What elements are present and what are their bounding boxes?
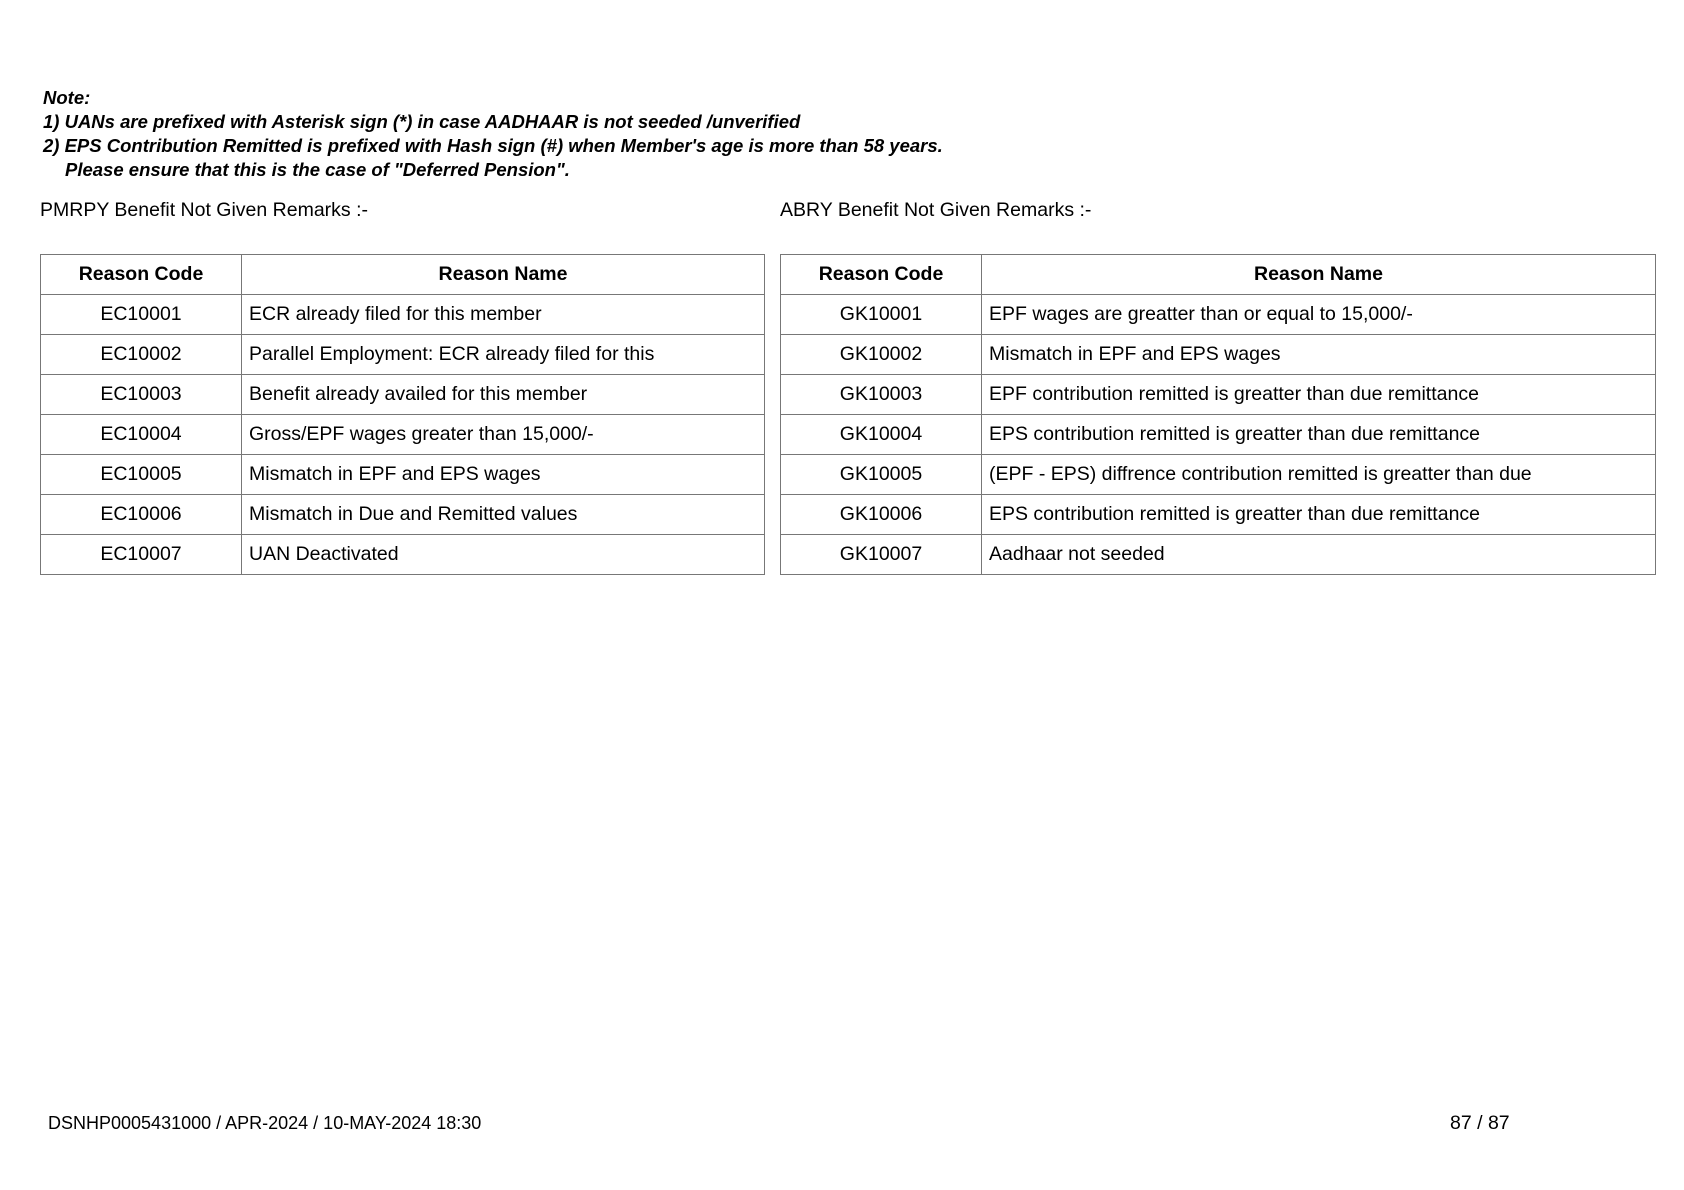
reason-name-cell: (EPF - EPS) diffrence contribution remitted is greatter than due — [982, 455, 1656, 495]
reason-code-cell: GK10007 — [781, 535, 982, 575]
reason-name-cell: UAN Deactivated — [242, 535, 765, 575]
table-row — [41, 335, 765, 375]
note-line-1: 1) UANs are prefixed with Asterisk sign (*) in case AADHAAR is not seeded /unverified — [43, 111, 801, 132]
reason-code-cell: GK10001 — [781, 295, 982, 335]
table-row — [781, 495, 1656, 535]
reason-name-cell: EPS contribution remitted is greatter than due remittance — [982, 495, 1656, 535]
pmrpy-reason-table — [40, 254, 765, 575]
column-header-reason-code: Reason Code — [781, 255, 982, 295]
table-row — [41, 415, 765, 455]
table-row — [781, 415, 1656, 455]
reason-name-cell: Mismatch in Due and Remitted values — [242, 495, 765, 535]
page-number: 87 / 87 — [1450, 1112, 1510, 1134]
reason-code-cell: GK10004 — [781, 415, 982, 455]
reason-code-cell: EC10006 — [41, 495, 242, 535]
reason-name-cell: Aadhaar not seeded — [982, 535, 1656, 575]
note-line-3: Please ensure that this is the case of "Deferred Pension". — [65, 159, 570, 180]
table-row — [781, 295, 1656, 335]
reason-code-cell: EC10005 — [41, 455, 242, 495]
table-row — [781, 375, 1656, 415]
table-row — [41, 495, 765, 535]
reason-name-cell: EPF wages are greatter than or equal to 15,000/- — [982, 295, 1656, 335]
table-row — [781, 535, 1656, 575]
reason-name-cell: EPF contribution remitted is greatter than due remittance — [982, 375, 1656, 415]
note-title: Note: — [43, 87, 91, 108]
pmrpy-remarks-label: PMRPY Benefit Not Given Remarks :- — [40, 199, 368, 221]
reason-name-cell: ECR already filed for this member — [242, 295, 765, 335]
table-header-row — [781, 255, 1656, 295]
reason-code-cell: EC10004 — [41, 415, 242, 455]
reason-code-cell: EC10001 — [41, 295, 242, 335]
column-header-reason-code: Reason Code — [41, 255, 242, 295]
reason-code-cell: GK10006 — [781, 495, 982, 535]
table-row — [781, 455, 1656, 495]
reason-code-cell: EC10002 — [41, 335, 242, 375]
table-row — [41, 375, 765, 415]
reason-code-cell: GK10005 — [781, 455, 982, 495]
column-header-reason-name: Reason Name — [242, 255, 765, 295]
note-block — [43, 86, 943, 182]
reason-name-cell: Gross/EPF wages greater than 15,000/- — [242, 415, 765, 455]
abry-remarks-label: ABRY Benefit Not Given Remarks :- — [780, 199, 1092, 221]
reason-code-cell: GK10003 — [781, 375, 982, 415]
reason-code-cell: EC10003 — [41, 375, 242, 415]
column-header-reason-name: Reason Name — [982, 255, 1656, 295]
reason-name-cell: Parallel Employment: ECR already filed for this — [242, 335, 765, 375]
table-header-row — [41, 255, 765, 295]
reason-name-cell: Mismatch in EPF and EPS wages — [982, 335, 1656, 375]
abry-reason-table — [780, 254, 1656, 575]
reason-name-cell: EPS contribution remitted is greatter than due remittance — [982, 415, 1656, 455]
reason-name-cell: Mismatch in EPF and EPS wages — [242, 455, 765, 495]
table-row — [41, 295, 765, 335]
table-row — [41, 535, 765, 575]
table-row — [781, 335, 1656, 375]
reason-code-cell: EC10007 — [41, 535, 242, 575]
footer-reference: DSNHP0005431000 / APR-2024 / 10-MAY-2024 18:30 — [48, 1113, 482, 1133]
reason-code-cell: GK10002 — [781, 335, 982, 375]
table-row — [41, 455, 765, 495]
reason-name-cell: Benefit already availed for this member — [242, 375, 765, 415]
note-line-2: 2) EPS Contribution Remitted is prefixed with Hash sign (#) when Member's age is more than 58 years. — [43, 135, 943, 156]
